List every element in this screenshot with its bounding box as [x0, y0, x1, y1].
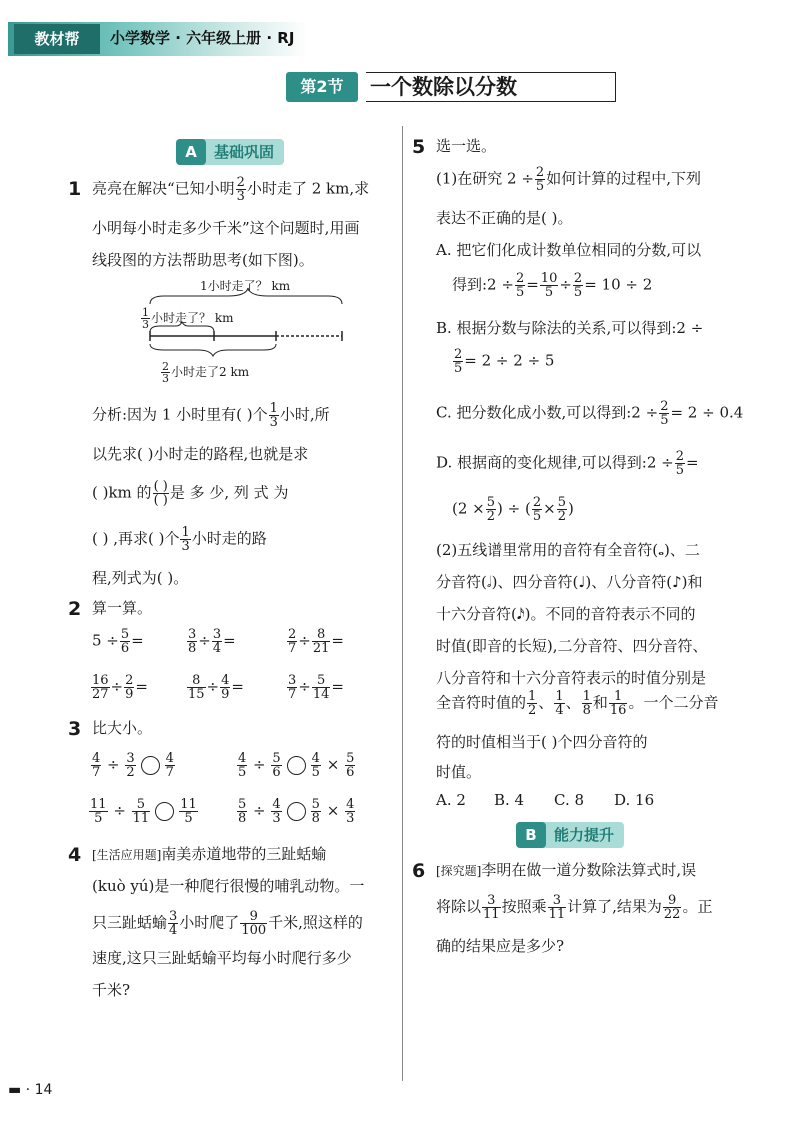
- q5-option-b: B. 根据分数与除法的关系,可以得到:2 ÷: [436, 319, 704, 337]
- q3-compare: $\frac{4}{7}$ ÷ $\frac{3}{2}$ $\frac{4}{7}$: [92, 751, 174, 780]
- q1-analysis-line4: ( ) ,再求( )个 $\frac{1}{3}$ 小时走的路: [92, 525, 267, 554]
- diagram-middle-label: $\frac{1}{3}$ 小时走了？ km: [142, 306, 234, 331]
- q6-line1: [探究题]李明在做一道分数除法算式时,误: [436, 861, 697, 879]
- q5-number: 5: [412, 136, 426, 158]
- q5-option-d-expr: (2 × $\frac{5}{2}$ ) ÷ ( $\frac{2}{5}$ × $\frac{5}{2}$ ): [452, 495, 574, 524]
- q4-line5: 千米?: [92, 981, 131, 999]
- compare-circle[interactable]: [141, 756, 160, 775]
- q5-p2-line6: 全音符时值的 $\frac{1}{2}$ 、 $\frac{1}{4}$ 、 $\frac{1}{8}$ 和 $\frac{1}{16}$ 。一个二分音: [436, 689, 719, 718]
- part-a-title: 基础巩固: [214, 143, 275, 161]
- q1-text: 亮亮在解决“已知小明: [92, 179, 235, 198]
- q5-p1-line2: 表达不正确的是( )。: [436, 209, 573, 227]
- q1-analysis-line3: ( )km 的 $\frac{( )}{( )}$ 是 多 少, 列 式 为: [92, 479, 289, 508]
- diagram-bottom-label: $\frac{2}{3}$ 小时走了2 km: [162, 360, 250, 385]
- q5-option-b-expr: $\frac{2}{5}$ = 2 ÷ 2 ÷ 5: [454, 347, 555, 376]
- q6-line3: 确的结果应是多少?: [436, 937, 565, 955]
- book-title: 小学数学 · 六年级上册 · RJ: [110, 29, 295, 47]
- q4-line3: 只三趾蛞蝓 $\frac{3}{4}$ 小时爬了 $\frac{9}{100}$ 千米,照这样的: [92, 909, 363, 938]
- section-label: 第2节: [286, 72, 358, 102]
- q3-compare: $\frac{5}{8}$ ÷ $\frac{4}{3}$ $\frac{5}{8}$ × $\frac{4}{3}$: [238, 797, 355, 826]
- q3-number: 3: [68, 718, 82, 740]
- q5-p1-line1: (1)在研究 2 ÷ $\frac{2}{5}$ 如何计算的过程中,下列: [436, 165, 701, 194]
- q4-line1: [生活应用题]南美赤道地带的三趾蛞蝓: [92, 845, 327, 863]
- part-a-heading: [176, 139, 284, 165]
- section-title: 一个数除以分数: [370, 75, 517, 99]
- part-a-letter: A: [176, 139, 206, 165]
- q5-choice-d: D. 16: [614, 791, 655, 809]
- brand-badge: 教材帮: [14, 24, 100, 54]
- q2-expr: $\frac{16}{27}$ ÷ $\frac{2}{9}$ =: [92, 673, 148, 702]
- q5-option-a-expr: 得到:2 ÷ $\frac{2}{5}$ = $\frac{10}{5}$ ÷ $\frac{2}{5}$ = 10 ÷ 2: [452, 271, 653, 300]
- q2-expr: $\frac{3}{8}$ ÷ $\frac{3}{4}$ =: [188, 627, 236, 656]
- q2-expr: $\frac{2}{7}$ ÷ $\frac{8}{21}$ =: [288, 627, 344, 656]
- q5-p2-line1: (2)五线谱里常用的音符有全音符(𝅝)、二: [436, 541, 700, 559]
- q5-p2-line5: 八分音符和十六分音符表示的时值分别是: [436, 669, 707, 687]
- q1-line1: [92, 176, 369, 203]
- q3-compare: $\frac{4}{5}$ ÷ $\frac{5}{6}$ $\frac{4}{5}$ × $\frac{5}{6}$: [238, 751, 355, 780]
- q2-number: 2: [68, 598, 82, 620]
- q5-p2-line7: 符的时值相当于( )个四分音符的: [436, 733, 648, 751]
- q5-p2-line4: 时值(即音的长短),二分音符、四分音符、: [436, 637, 708, 655]
- q2-expr: $\frac{8}{15}$ ÷ $\frac{4}{9}$ =: [188, 673, 244, 702]
- fraction: $\frac{2}{3}$: [236, 175, 245, 204]
- diagram-top-label: 1小时走了？ km: [200, 279, 291, 293]
- q1-analysis-line2: 以先求( )小时走的路程,也就是求: [92, 445, 309, 463]
- q5-option-c: C. 把分数化成小数,可以得到:2 ÷ $\frac{2}{5}$ = 2 ÷ 0.4: [436, 399, 744, 428]
- part-b-letter: B: [516, 822, 546, 848]
- q5-title: 选一选。: [436, 137, 497, 155]
- q2-title: 算一算。: [92, 599, 153, 617]
- q2-expr: $\frac{3}{7}$ ÷ $\frac{5}{14}$ =: [288, 673, 344, 702]
- q4-line4: 速度,这只三趾蛞蝓平均每小时爬行多少: [92, 949, 352, 967]
- q4-tag: [生活应用题]: [92, 848, 162, 862]
- q2-expr: 5 ÷ $\frac{5}{6}$ =: [92, 627, 144, 656]
- q5-p2-line8: 时值。: [436, 763, 482, 781]
- q5-p2-line3: 十六分音符(𝅘𝅥𝅯)。不同的音符表示不同的: [436, 605, 696, 623]
- q4-number: 4: [68, 844, 82, 866]
- q5-choice-c: C. 8: [554, 791, 585, 809]
- compare-circle[interactable]: [155, 802, 174, 821]
- q6-line2: 将除以 $\frac{3}{11}$ 按照乘 $\frac{3}{11}$ 计算了,结果为 $\frac{9}{22}$ 。正: [436, 893, 713, 922]
- q3-title: 比大小。: [92, 719, 153, 737]
- q1-analysis-line5: 程,列式为( )。: [92, 569, 189, 587]
- q3-compare: $\frac{11}{5}$ ÷ $\frac{5}{11}$ $\frac{11}{5}$: [90, 797, 197, 826]
- q5-option-a: A. 把它们化成计数单位相同的分数,可以: [436, 241, 702, 259]
- q4-line2: (kuò yú)是一种爬行很慢的哺乳动物。一: [92, 877, 365, 895]
- q1-line3: 线段图的方法帮助思考(如下图)。: [92, 251, 314, 269]
- q1-line2: 小明每小时走多少千米”这个问题时,用画: [92, 219, 360, 237]
- compare-circle[interactable]: [287, 802, 306, 821]
- q5-p2-line2: 分音符(𝅗𝅥)、四分音符(♩)、八分音符(♪)和: [436, 573, 703, 591]
- part-b-title: 能力提升: [554, 826, 615, 844]
- q6-tag: [探究题]: [436, 864, 482, 878]
- q5-choice-b: B. 4: [494, 791, 525, 809]
- q1-analysis-line1: 分析:因为 1 小时里有( )个 $\frac{1}{3}$ 小时,所: [92, 401, 330, 430]
- part-b-heading: [516, 822, 624, 848]
- column-divider: [402, 126, 403, 1081]
- q6-number: 6: [412, 860, 426, 882]
- compare-circle[interactable]: [287, 756, 306, 775]
- q1-text: 小时走了 2 km,求: [246, 179, 370, 198]
- bottom-brace: [150, 344, 276, 356]
- q1-number: 1: [68, 178, 82, 200]
- page-number: ▬ · 14: [8, 1082, 53, 1098]
- q5-choice-a: A. 2: [436, 791, 466, 809]
- q5-option-d: D. 根据商的变化规律,可以得到:2 ÷ $\frac{2}{5}$ =: [436, 449, 699, 478]
